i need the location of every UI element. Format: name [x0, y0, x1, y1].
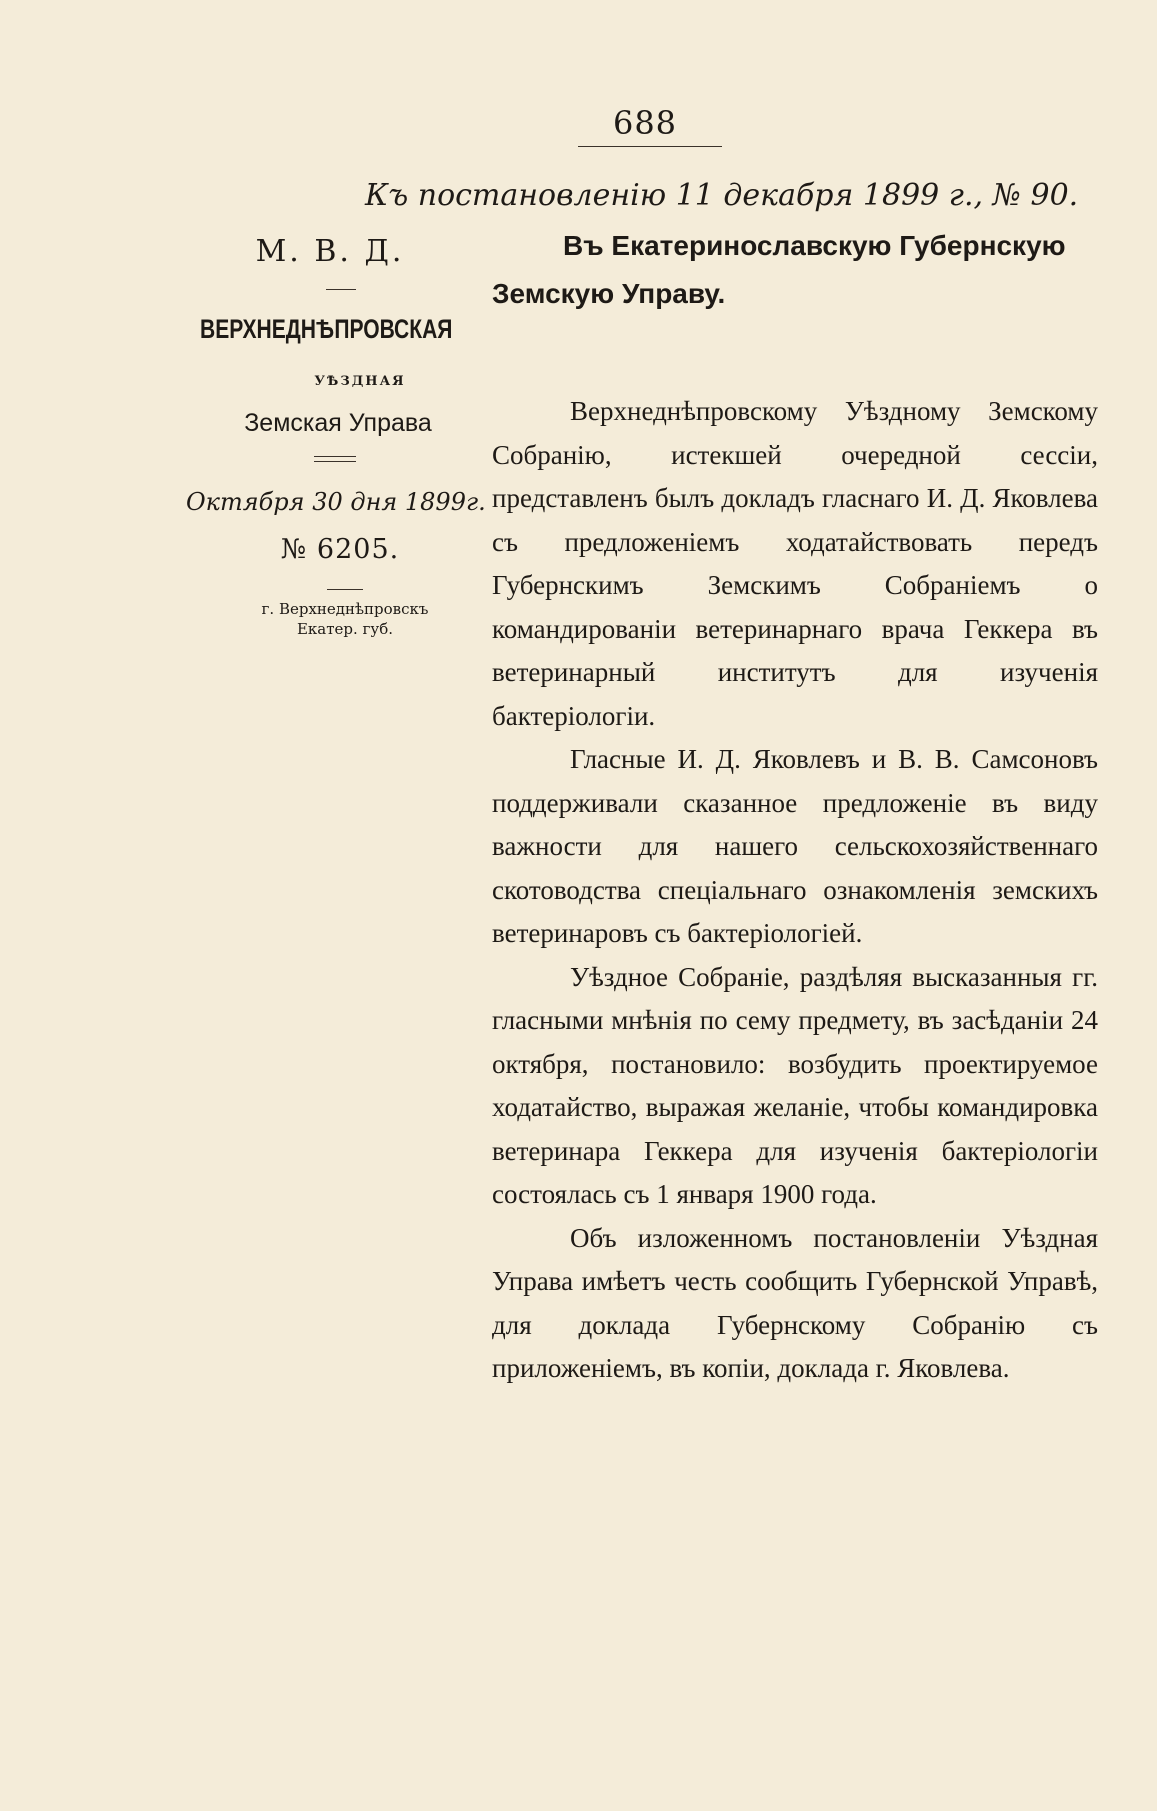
paragraph: Объ изложенномъ постановленіи Уѣздная Управа имѣетъ честь сообщить Губернской Управѣ, для доклада Губернскому Собранію съ приложеніемъ, въ копіи, доклада г. Яковлева.: [492, 1222, 1098, 1383]
letter-body: [492, 390, 1098, 1391]
city-line: г. Верхнеднѣпровскъ: [261, 600, 429, 618]
uezdnaya-label: УѢЗДНАЯ: [314, 374, 406, 389]
page-number: 688: [612, 104, 678, 142]
addressee-line-2: Земскую Управу.: [492, 278, 726, 309]
page-number-rule: [578, 146, 722, 147]
letter-number: № 6205.: [280, 534, 400, 565]
province-line: Екатер. губ.: [296, 620, 394, 638]
city-block: [210, 599, 480, 639]
divider: [327, 589, 363, 590]
resolution-reference: Къ постановленію 11 декабря 1899 г., № 90.: [365, 178, 1079, 213]
ministry-label: М. В. Д.: [255, 234, 405, 269]
zemskaya-uprava-label: Земская Управа: [244, 409, 432, 437]
addressee-line-1: Въ Екатеринославскую Губернскую: [563, 230, 1066, 261]
letter-date: Октября 30 дня 1899г.: [186, 488, 486, 516]
paragraph: Гласные И. Д. Яковлевъ и В. В. Самсоновъ поддерживали сказанное предложеніе въ виду важности для нашего сельскохозяйственнаго скотоводства спеціальнаго ознакомленія земскихъ ветеринаровъ съ бактеріологіей.: [492, 744, 1098, 948]
divider: [326, 289, 356, 290]
double-divider: [314, 456, 356, 462]
paragraph: Верхнеднѣпровскому Уѣздному Земскому Собранію, истекшей очередной сессіи, представленъ былъ докладъ гласнаго И. Д. Яковлева съ предложеніемъ ходатайствовать передъ Губернскимъ Земскимъ Собраніемъ о командированіи ветеринарнаго врача Геккера въ ветеринарный институтъ для изученія бактеріологіи.: [492, 396, 1098, 731]
uprava-name: ВЕРХНЕДНѢПРОВСКАЯ: [200, 314, 453, 344]
paragraph: Уѣздное Собраніе, раздѣляя высказанныя гг. гласными мнѣнія по сему предмету, въ засѣданіи 24 октября, постановило: возбудить проектируемое ходатайство, выражая желаніе, чтобы командировка ветеринара Геккера для изученія бактеріологіи состоялась съ 1 января 1900 года.: [492, 961, 1098, 1209]
